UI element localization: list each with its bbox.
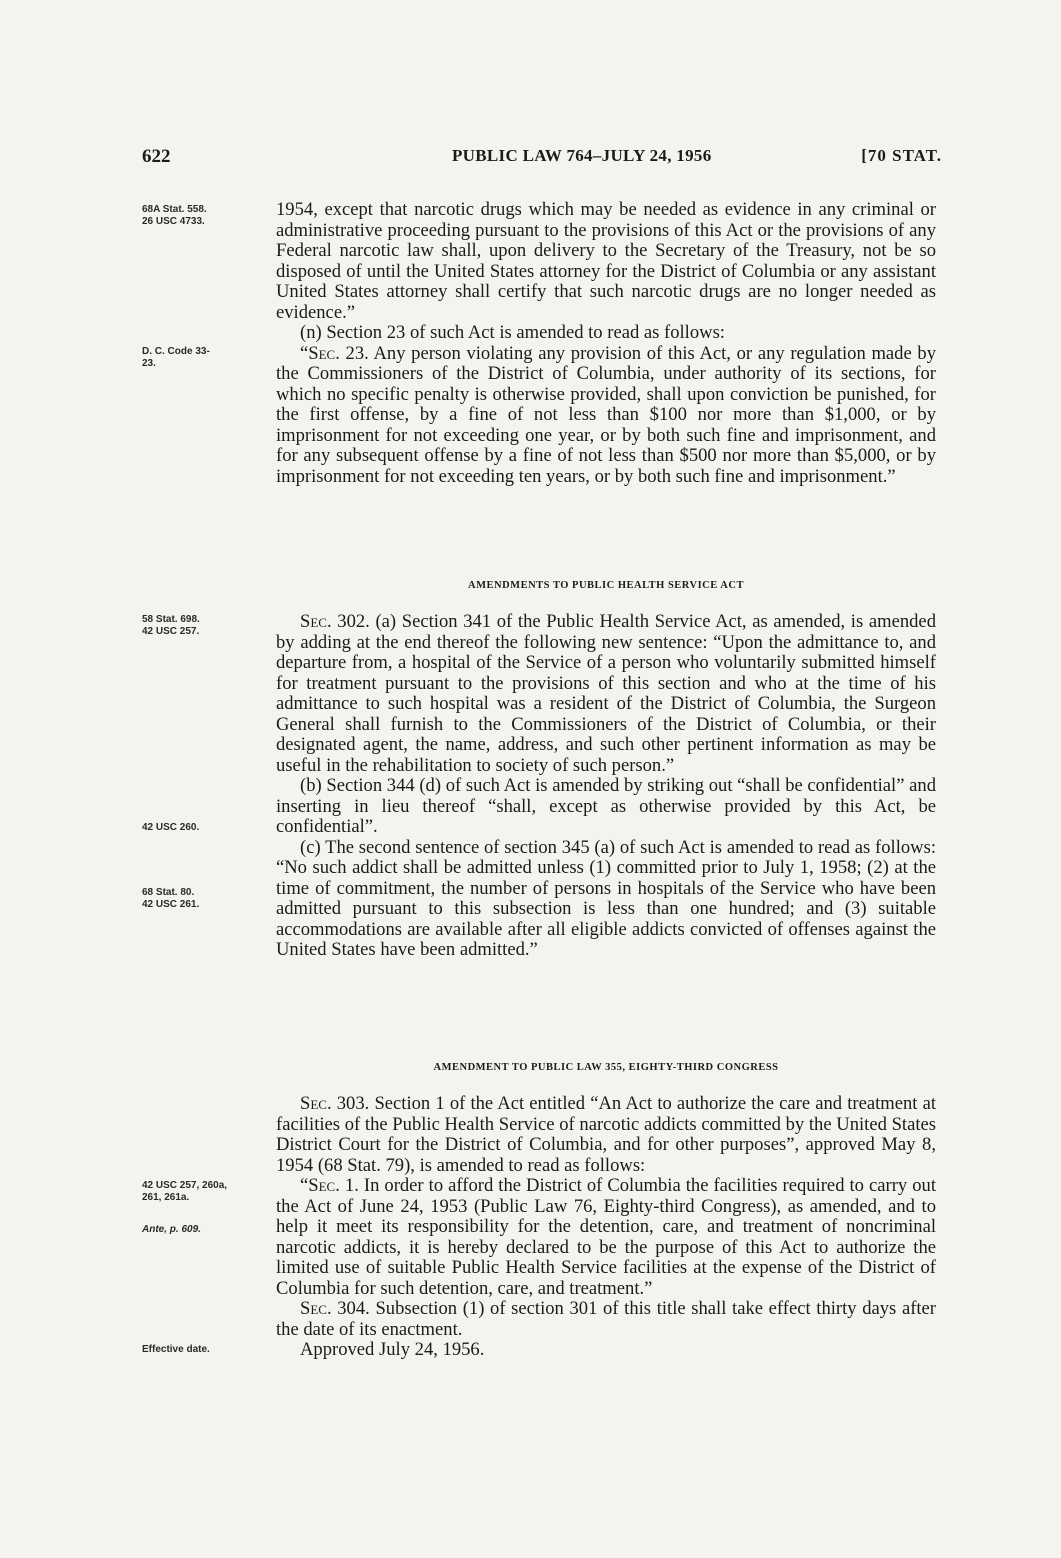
page-number: 622	[142, 146, 171, 167]
body-block-sec301	[276, 200, 936, 487]
paragraph	[276, 612, 936, 776]
margin-note-citation	[142, 1224, 262, 1236]
margin-note-line: 58 Stat. 698.	[142, 614, 200, 625]
margin-note-line: 42 USC 260.	[142, 822, 200, 833]
margin-note-citation	[142, 614, 262, 638]
paragraph-text: 1. In order to afford the District of Columbia the facilities required to carry out the Act of June 24, 1953 (Public Law 76, Eighty-third Congress), as amended, and to help it meet its responsibility for the detention, care, and treatment of noncriminal narcotic addicts, it is hereby declared to be the purpose of this Act to authorize the limited use of suitable Public Health Service facilities at the expense of the District of Columbia for such detention, care, and treatment.”	[276, 1175, 936, 1299]
margin-note-line: 261, 261a.	[142, 1192, 190, 1203]
margin-note-effective-date	[142, 1344, 262, 1356]
statute-reference: [70 STAT.	[861, 146, 942, 165]
margin-note-line: 26 USC 4733.	[142, 216, 205, 227]
approval-date: Approved July 24, 1956.	[300, 1339, 485, 1360]
section-label: Sec.	[300, 1093, 332, 1114]
paragraph	[276, 1176, 936, 1299]
margin-note-line: 23.	[142, 358, 156, 369]
body-block-sec302	[276, 612, 936, 961]
paragraph	[276, 1094, 936, 1176]
section-label: “Sec.	[300, 342, 340, 364]
margin-note-line: 42 USC 257.	[142, 626, 200, 637]
margin-note-line: 42 USC 261.	[142, 899, 200, 910]
paragraph-text: 303. Section 1 of the Act entitled “An Act to authorize the care and treatment at facilities of the Public Health Service of narcotic addicts committed by the United States District Court for the District of Columbia, and for other purposes”, approved May 8, 1954 (68 Stat. 79), is amended to read as follows:	[276, 1093, 936, 1176]
margin-note-line: 68A Stat. 558.	[142, 204, 207, 215]
margin-note-line: Effective date.	[142, 1344, 210, 1355]
paragraph: (b) Section 344 (d) of such Act is amended by striking out “shall be confidential” and inserting in lieu thereof “shall, except as otherwise provided by this Act, be confidential”.	[276, 775, 936, 837]
paragraph-text: 304. Subsection (1) of section 301 of this title shall take effect thirty days after the date of its enactment.	[276, 1298, 936, 1340]
margin-note-citation	[142, 346, 262, 370]
page-header	[142, 146, 942, 176]
paragraph	[276, 1299, 936, 1340]
margin-note-citation	[142, 204, 262, 228]
margin-note-line: D. C. Code 33-	[142, 346, 210, 357]
paragraph: (c) The second sentence of section 345 (a) of such Act is amended to read as follows: “No such addict shall be admitted unless (1) committed prior to July 1, 1958; (2) at the time of commitment, the number of persons in hospitals of the Service who have been admitted pursuant to this subsection is less than one hundred; and (3) suitable accommodations are available after all eligible addicts convicted of offenses against the United States have been admitted.”	[276, 836, 936, 960]
section-label: Sec.	[300, 611, 332, 632]
paragraph-text: 302. (a) Section 341 of the Public Health Service Act, as amended, is amended by adding at the end thereof the following new sentence: “Upon the admittance to, and departure from, a hospital of the Service of a person who voluntarily submitted himself for treatment pursuant to the provisions of this section and who at the time of his admittance to such hospital was a resident of the District of Columbia, the Surgeon General shall furnish to the Commissioners of the District of Columbia, or their designated agent, the name, address, and such other pertinent information as may be useful in the rehabilitation to society of such person.”	[276, 611, 936, 776]
paragraph-text: 23. Any person violating any provision of this Act, or any regulation made by the Commissioners of the District of Columbia, under authority of its sections, for which no specific penalty is otherwise provided, shall upon conviction be punished, for the first offense, by a fine of not less than $100 nor more than $1,000, or by imprisonment for not exceeding one year, or by both such fine and imprisonment, and for any subsequent offense by a fine of not less than $500 nor more than $5,000, or by imprisonment for not exceeding ten years, or by both such fine and imprisonment.”	[276, 342, 936, 487]
section-heading: AMENDMENT TO PUBLIC LAW 355, EIGHTY-THIRD CONGRESS	[433, 1062, 779, 1073]
margin-note-citation	[142, 822, 262, 834]
section-label: “Sec.	[300, 1175, 340, 1196]
margin-note-line: 42 USC 257, 260a,	[142, 1180, 228, 1191]
margin-note-line: Ante, p. 609.	[142, 1224, 201, 1235]
paragraph	[276, 344, 936, 488]
running-title: PUBLIC LAW 764–JULY 24, 1956	[452, 146, 712, 165]
section-label: Sec.	[300, 1298, 332, 1319]
paragraph: 1954, except that narcotic drugs which may be needed as evidence in any criminal or administrative proceeding pursuant to the provisions of this Act or the provisions of any Federal narcotic law shall, upon delivery to the Secretary of the Treasury, not be so disposed of until the United States attorney for the District of Columbia or any assistant United States attorney shall certify that such narcotic drugs are no longer needed as evidence.”	[276, 199, 936, 323]
margin-note-line: 68 Stat. 80.	[142, 887, 195, 898]
margin-note-citation	[142, 887, 262, 911]
margin-note-citation	[142, 1180, 262, 1204]
paragraph: (n) Section 23 of such Act is amended to read as follows:	[300, 322, 725, 343]
body-block-sec303	[276, 1094, 936, 1361]
section-heading: AMENDMENTS TO PUBLIC HEALTH SERVICE ACT	[468, 580, 744, 591]
